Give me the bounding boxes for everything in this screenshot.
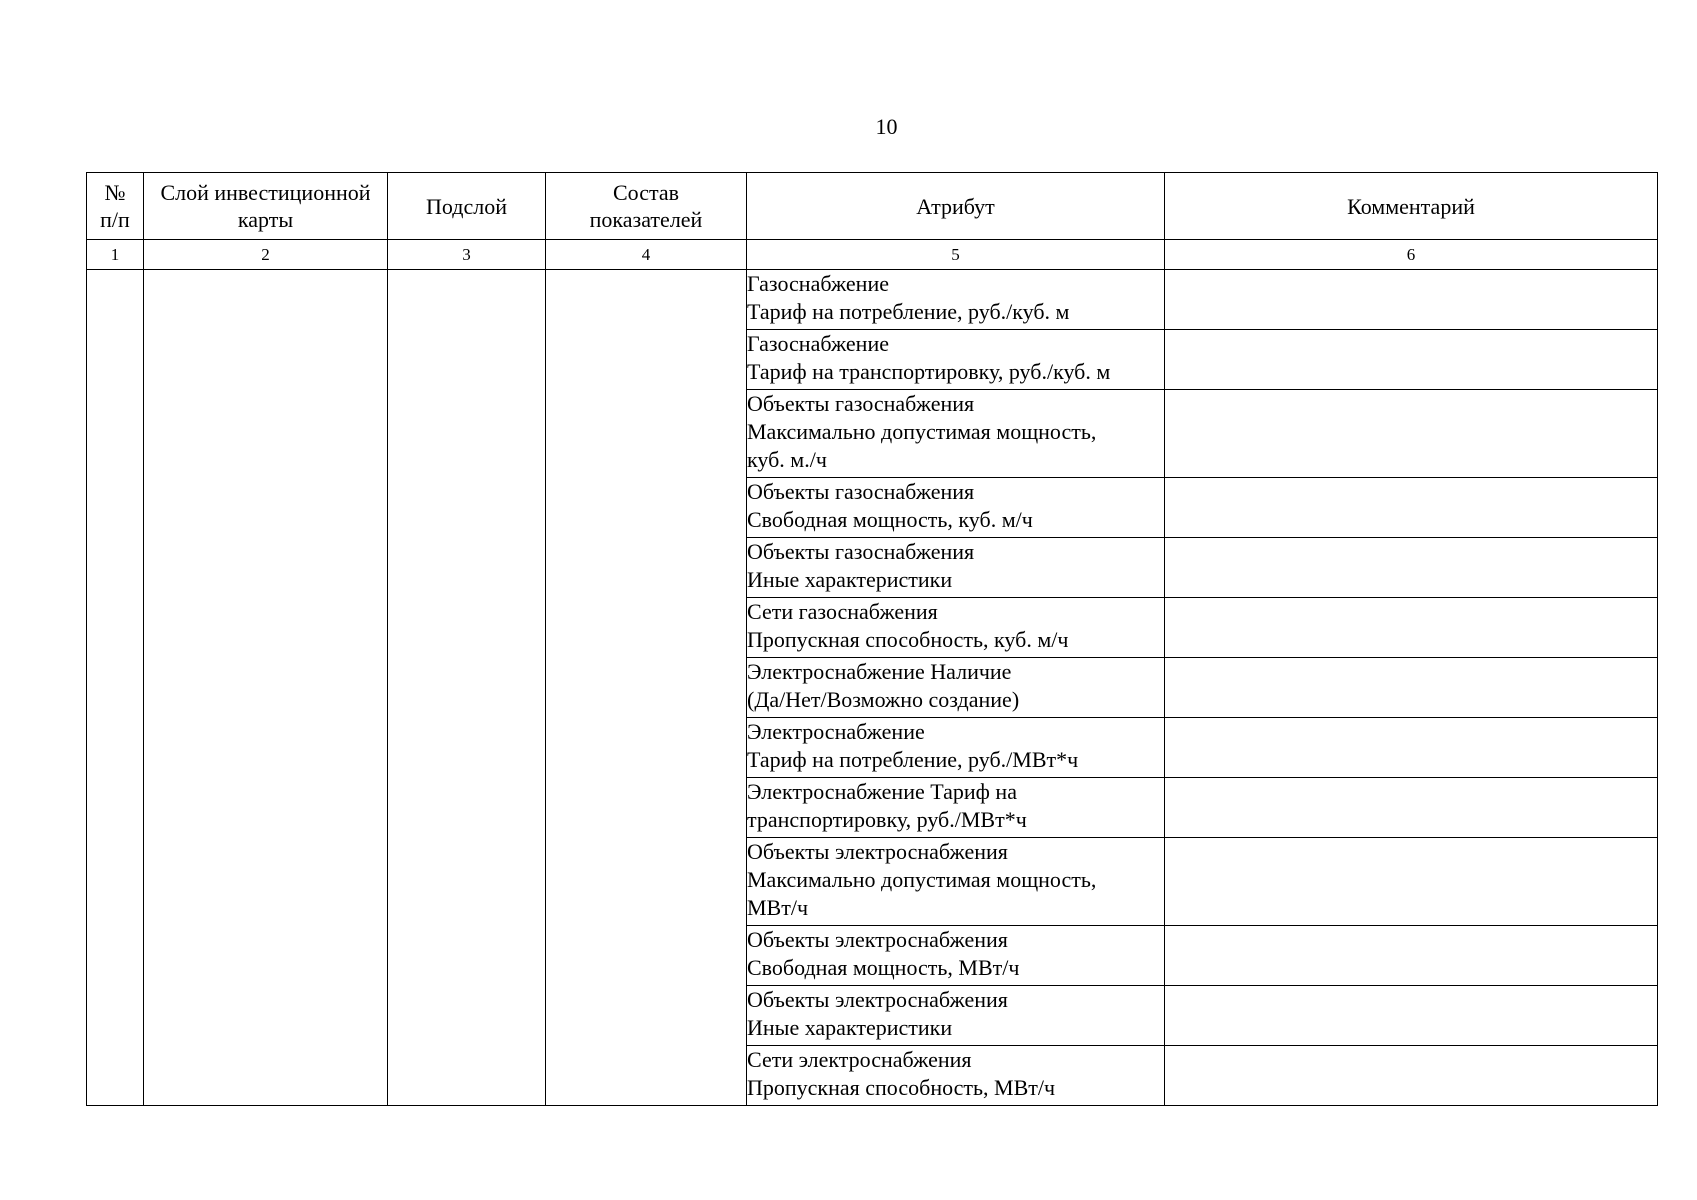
sublayer-cell — [388, 270, 546, 1106]
comment-cell — [1165, 718, 1658, 778]
attribute-cell: Газоснабжение Тариф на потребление, руб./куб. м — [747, 270, 1165, 330]
column-number: 3 — [388, 240, 546, 270]
column-number: 4 — [546, 240, 747, 270]
header-sublayer: Подслой — [388, 173, 546, 240]
header-layer: Слой инвестиционной карты — [144, 173, 388, 240]
comment-cell — [1165, 598, 1658, 658]
table-row — [87, 270, 1658, 330]
attribute-cell: Объекты электроснабжения Иные характеристики — [747, 986, 1165, 1046]
comment-cell — [1165, 330, 1658, 390]
table-header-row — [87, 173, 1658, 240]
indicators-cell — [546, 270, 747, 1106]
attribute-cell: Объекты электроснабжения Свободная мощность, МВт/ч — [747, 926, 1165, 986]
layer-cell — [144, 270, 388, 1106]
comment-cell — [1165, 778, 1658, 838]
column-number: 6 — [1165, 240, 1658, 270]
attribute-cell: Электроснабжение Тариф на транспортировку, руб./МВт*ч — [747, 778, 1165, 838]
header-indicators: Состав показателей — [546, 173, 747, 240]
column-number: 5 — [747, 240, 1165, 270]
attribute-cell: Сети газоснабжения Пропускная способность, куб. м/ч — [747, 598, 1165, 658]
attribute-cell: Электроснабжение Тариф на потребление, руб./МВт*ч — [747, 718, 1165, 778]
column-number: 2 — [144, 240, 388, 270]
attribute-cell: Сети электроснабжения Пропускная способность, МВт/ч — [747, 1046, 1165, 1106]
page-number: 10 — [875, 114, 898, 139]
number-cell — [87, 270, 144, 1106]
comment-cell — [1165, 1046, 1658, 1106]
comment-cell — [1165, 926, 1658, 986]
comment-cell — [1165, 270, 1658, 330]
comment-cell — [1165, 538, 1658, 598]
comment-cell — [1165, 986, 1658, 1046]
comment-cell — [1165, 478, 1658, 538]
comment-cell — [1165, 658, 1658, 718]
attribute-cell: Объекты электроснабжения Максимально допустимая мощность, МВт/ч — [747, 838, 1165, 926]
attribute-cell: Объекты газоснабжения Максимально допустимая мощность, куб. м./ч — [747, 390, 1165, 478]
attribute-cell: Объекты газоснабжения Иные характеристики — [747, 538, 1165, 598]
attribute-cell: Объекты газоснабжения Свободная мощность, куб. м/ч — [747, 478, 1165, 538]
comment-cell — [1165, 390, 1658, 478]
attribute-cell: Электроснабжение Наличие (Да/Нет/Возможно создание) — [747, 658, 1165, 718]
column-number: 1 — [87, 240, 144, 270]
header-number: № п/п — [87, 173, 144, 240]
attribute-cell: Газоснабжение Тариф на транспортировку, руб./куб. м — [747, 330, 1165, 390]
indicators-table — [86, 172, 1658, 1106]
header-attribute: Атрибут — [747, 173, 1165, 240]
column-number-row — [87, 240, 1658, 270]
header-comment: Комментарий — [1165, 173, 1658, 240]
comment-cell — [1165, 838, 1658, 926]
